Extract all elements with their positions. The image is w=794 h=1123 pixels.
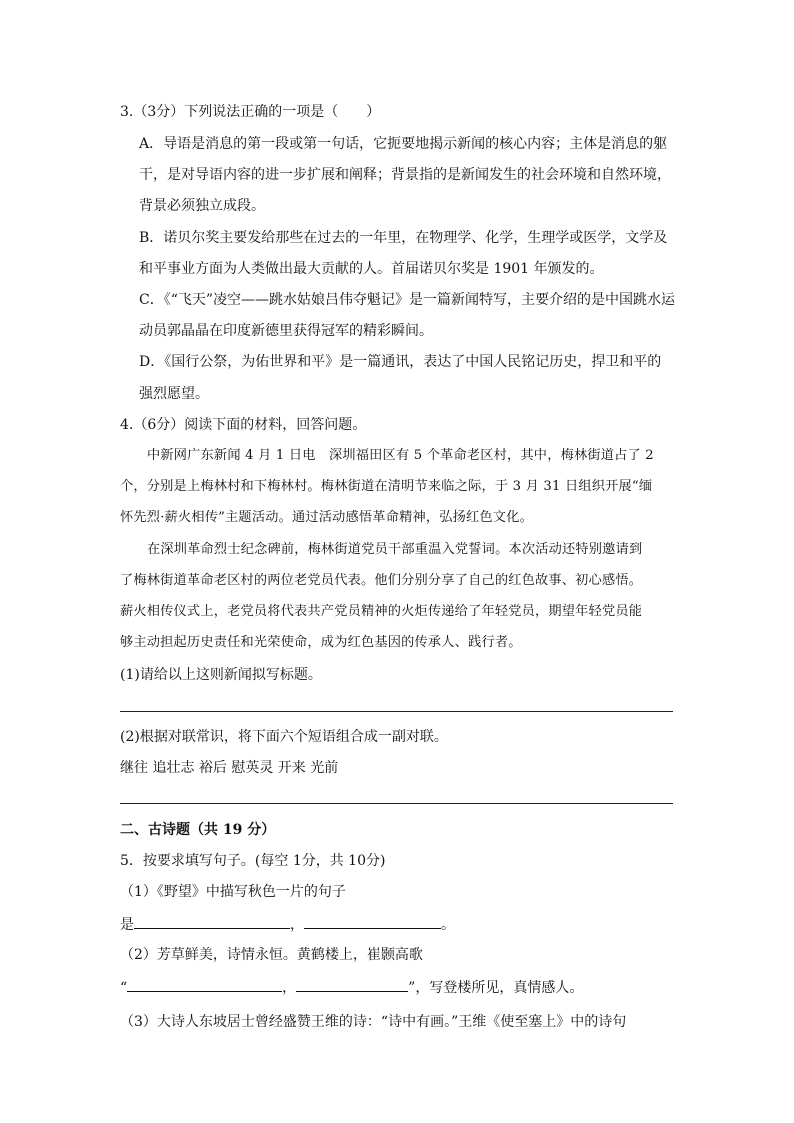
q3-option-a-line3: 背景必须独立成段。 — [139, 198, 265, 214]
q3-option-c-line2: 动员郭晶晶在印度新德里获得冠军的精彩瞬间。 — [139, 323, 433, 339]
q3-option-b-line2: 和平事业方面为人类做出最大贡献的人。首届诺贝尔奖是 1901 年颁发的。 — [139, 261, 604, 277]
answer-line-q4-2[interactable] — [120, 803, 673, 804]
q5-part2-open-quote: “ — [120, 980, 128, 996]
q4-sub1-prompt: (1)请给以上这则新闻拟写标题。 — [120, 667, 322, 683]
q5-part3-prompt: （3）大诗人东坡居士曾经盛赞王维的诗：“诗中有画。”王维《使至塞上》中的诗句 — [120, 1014, 627, 1030]
q5-part1-prompt: （1）《野望》中描写秋色一片的句子 — [120, 884, 346, 900]
blank-q5-2b[interactable] — [296, 976, 408, 992]
q4-stem: 4.（6分）阅读下面的材料，回答问题。 — [120, 417, 367, 433]
q5-part1-sep: ， — [290, 917, 304, 933]
q4-sub2-prompt: (2)根据对联常识，将下面六个短语组合成一副对联。 — [120, 729, 448, 745]
q3-option-a-line1: A．导语是消息的第一段或第一句话，它扼要地揭示新闻的核心内容；主体是消息的躯 — [139, 136, 668, 152]
q4-passage-line4: 在深圳革命烈士纪念碑前，梅林街道党员干部重温入党誓词。本次活动还特别邀请到 — [147, 542, 643, 557]
q3-option-d-line2: 强烈愿望。 — [139, 386, 209, 402]
q5-part1-end: 。 — [441, 917, 455, 933]
answer-line-q4-1[interactable] — [120, 711, 673, 712]
q3-option-a-line2: 干，是对导语内容的进一步扩展和阐释；背景指的是新闻发生的社会环境和自然环境， — [139, 167, 671, 183]
q3-option-c-line1: C．《“飞天”凌空——跳水姑娘吕伟夺魁记》是一篇新闻特写，主要介绍的是中国跳水运 — [139, 292, 676, 308]
q5-part2-answer-row — [120, 976, 583, 998]
section-title: 二、古诗题（共 19 分） — [120, 822, 276, 838]
blank-q5-2a[interactable] — [127, 976, 282, 992]
q5-part1-answer-row — [120, 913, 455, 935]
q3-option-b-line1: B．诺贝尔奖主要发给那些在过去的一年里，在物理学、化学，生理学或医学，文学及 — [139, 230, 668, 246]
q4-passage-line5: 了梅林街道革命老区村的两位老党员代表。他们分别分享了自己的红色故事、初心感悟。 — [120, 573, 643, 588]
q4-passage-line1: 中新网广东新闻 4 月 1 日电 深圳福田区有 5 个革命老区村，其中，梅林街道占了 2 — [147, 448, 654, 463]
blank-q5-1a[interactable] — [134, 913, 290, 929]
q5-part2-sep: ， — [282, 980, 297, 996]
q4-phrases: 继往 追壮志 裕后 慰英灵 开来 光前 — [120, 760, 339, 776]
q4-passage-line6: 薪火相传仪式上，老党员将代表共产党员精神的火炬传递给了年轻党员，期望年轻党员能 — [120, 604, 643, 619]
q4-passage-line3: 怀先烈·薪火相传”主题活动。通过活动感悟革命精神，弘扬红色文化。 — [120, 510, 533, 525]
q4-passage-line2: 个，分别是上梅林村和下梅林村。梅林街道在清明节来临之际，于 3 月 31 日组织开展“缅 — [120, 479, 653, 494]
q5-stem: 5．按要求填写句子。(每空 1分，共 10分) — [120, 853, 386, 869]
q5-part2-tail: ”，写登楼所见，真情感人。 — [408, 980, 584, 996]
q5-part2-prompt: （2）芳草鲜美，诗情永恒。黄鹤楼上，崔颢高歌 — [120, 947, 423, 963]
blank-q5-1b[interactable] — [304, 913, 441, 929]
q3-stem: 3.（3分）下列说法正确的一项是（ ） — [120, 104, 381, 120]
q5-part1-lead: 是 — [120, 917, 134, 933]
q3-option-d-line1: D．《国行公祭，为佑世界和平》是一篇通讯，表达了中国人民铭记历史，捍卫和平的 — [139, 354, 662, 370]
q4-passage-line7: 够主动担起历史责任和光荣使命，成为红色基因的传承人、践行者。 — [120, 635, 522, 650]
